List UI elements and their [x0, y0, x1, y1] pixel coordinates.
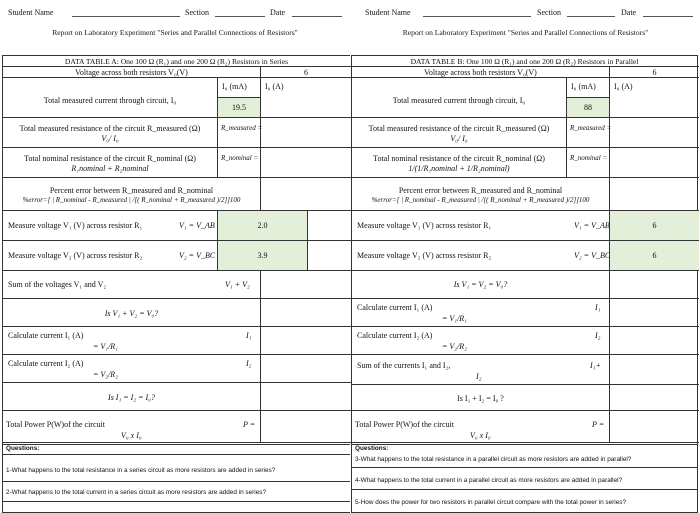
ma-header-cell — [567, 78, 610, 98]
question-1: 1-What happens to the total resistance in a series circuit as more resistors are added in series? — [6, 467, 276, 474]
student-name-label: Student Name — [8, 7, 54, 17]
rnom-sym: R_nominal = — [221, 154, 259, 162]
rnom-formula: R₁nominal + R₂nominal — [71, 164, 149, 173]
report-title: Report on Laboratory Experiment "Series and Parallel Connections of Resistors" — [402, 28, 649, 37]
rmeas-sym-cell — [567, 118, 610, 148]
rmeas-sym: R_measured = — [221, 124, 263, 132]
sumi-label-cell — [352, 355, 610, 385]
v2-value-cell[interactable] — [218, 241, 308, 271]
current-label: Total measured current through circuit, I₀ — [392, 96, 526, 105]
i1-formula: = V₁/R₁ — [442, 314, 467, 323]
i1-sym: I₁ — [595, 303, 601, 312]
a-header-cell[interactable] — [610, 78, 699, 118]
rnom-label-cell — [3, 148, 218, 178]
sum-label: Sum of the voltages V₁ and V₂ — [8, 280, 107, 289]
report-title: Report on Laboratory Experiment "Series and Parallel Connections of Resistors" — [52, 28, 298, 37]
a-header: I₀ (A) — [614, 82, 633, 91]
voltage-value: 6 — [652, 68, 657, 77]
i2-label: Calculate current I₂ (A) — [357, 331, 433, 340]
power-label: Total Power P(W)of the circuit — [6, 420, 105, 429]
i1-answer-cell[interactable] — [261, 327, 351, 355]
perr-answer-cell[interactable] — [261, 178, 351, 211]
rmeas-sym-cell — [218, 118, 261, 148]
v2-label-cell — [352, 241, 610, 271]
parallel-sheet — [351, 0, 700, 512]
v1-label: Measure voltage V₁ (V) across resistor R₁ — [8, 221, 143, 230]
rnom-sym-cell — [218, 148, 261, 178]
i2-label: Calculate current I₂ (A) — [8, 359, 84, 368]
header-row — [351, 2, 700, 22]
i1-label-cell — [352, 299, 610, 327]
divider — [3, 501, 350, 502]
date-field[interactable] — [643, 7, 693, 17]
power-answer-cell[interactable] — [261, 411, 351, 443]
rnom-label-cell — [352, 148, 567, 178]
rmeas-answer-cell[interactable] — [261, 118, 351, 148]
current-label-cell — [3, 78, 218, 118]
voltage-label-cell — [3, 66, 261, 78]
perr-answer-cell[interactable] — [610, 178, 699, 211]
current-ma-value: 19.5 — [232, 103, 246, 112]
power-formula: V₀ x I₀ — [470, 431, 491, 440]
ma-header: I₀ (mA) — [222, 82, 247, 91]
v1-extra-cell[interactable] — [308, 211, 351, 241]
sumi-label: Sum of the currents I₁ and I₂, — [357, 361, 451, 370]
divider — [3, 454, 350, 455]
section-label: Section — [537, 7, 561, 17]
i2-formula: = V₂/R₂ — [93, 370, 118, 379]
i2-answer-cell[interactable] — [261, 355, 351, 383]
student-name-label: Student Name — [365, 7, 411, 17]
questions-heading: Questions: — [355, 445, 389, 452]
i2-label-cell — [3, 355, 261, 383]
a-header: I₀ (A) — [265, 82, 284, 91]
table-b-title: DATA TABLE B: One 100 Ω (R₁) and one 200 Ω (R₂) Resistors in Parallel — [410, 57, 639, 66]
divider — [352, 489, 697, 490]
sum-answer-cell[interactable] — [261, 271, 351, 299]
question-3: 3-What happens to the total resistance in a parallel circuit as more resistors are added in parallel? — [355, 456, 632, 463]
check2-cell — [3, 383, 261, 411]
v2-label: Measure voltage V₂ (V) across resistor R₂ — [8, 251, 143, 260]
divider — [3, 481, 350, 482]
v1-label: Measure voltage V₁ (V) across resistor R₁ — [357, 221, 492, 230]
sumi-sym: I₁+ — [590, 361, 601, 370]
current-ma-value: 88 — [584, 103, 592, 112]
i1-label: Calculate current I₁ (A) — [8, 331, 84, 340]
v2-value-cell[interactable] — [610, 241, 699, 271]
sumi-formula: I₂ — [476, 372, 482, 381]
questions-heading: Questions: — [6, 445, 40, 452]
questions-section — [351, 443, 698, 513]
v1-sym: V₁ = V_AB — [179, 221, 215, 230]
current-label-cell — [352, 78, 567, 118]
check2-label: Is I₁ = I₂ = I₀? — [108, 393, 155, 402]
voltage-label-cell — [352, 66, 610, 78]
rnom-answer-cell[interactable] — [610, 148, 699, 178]
power-label: Total Power P(W)of the circuit — [355, 420, 454, 429]
check2-cell — [352, 385, 610, 411]
v1-value-cell[interactable] — [218, 211, 308, 241]
check1-label: Is V₁ = V₂ = V₀? — [453, 280, 508, 289]
a-header-cell[interactable] — [261, 78, 351, 118]
section-label: Section — [185, 7, 209, 17]
check1-answer-cell[interactable] — [610, 271, 699, 299]
i2-formula: = V₂/R₂ — [442, 342, 467, 351]
voltage-label: Voltage across both resistors V₀(V) — [75, 68, 188, 77]
rnom-label: Total nominal resistance of the circuit R_nominal (Ω) — [24, 154, 196, 163]
perr-label-cell — [3, 178, 261, 211]
power-sym: P = — [592, 420, 605, 429]
perr-label: Percent error between R_measured and R_nominal — [398, 186, 563, 195]
current-label: Total measured current through circuit, I₀ — [43, 96, 177, 105]
series-sheet — [0, 0, 350, 512]
rnom-formula: 1/(1/R₁nominal + 1/R₂nominal) — [408, 164, 510, 173]
i2-answer-cell[interactable] — [610, 327, 699, 355]
i1-answer-cell[interactable] — [610, 299, 699, 327]
v1-label-cell — [352, 211, 610, 241]
voltage-value-cell — [610, 66, 699, 78]
v2-label: Measure voltage V₂ (V) across resistor R₂ — [357, 251, 492, 260]
sumi-answer-cell[interactable] — [610, 355, 699, 385]
power-formula: V₀ x I₀ — [121, 431, 142, 440]
check2-answer-cell[interactable] — [261, 383, 351, 411]
divider — [352, 467, 697, 468]
section-field[interactable] — [567, 7, 615, 17]
v2-label-cell — [3, 241, 218, 271]
date-label: Date — [270, 7, 286, 17]
questions-section — [2, 443, 350, 513]
v2-extra-cell[interactable] — [308, 241, 351, 271]
power-answer-cell[interactable] — [610, 411, 699, 443]
rnom-sym-cell — [567, 148, 610, 178]
rmeas-label-cell — [352, 118, 567, 148]
perr-formula: %error=[ | R_nominal - R_measured | /[( R_nominal + R_measured )/2]]100 — [22, 196, 241, 204]
v1-value-cell[interactable] — [610, 211, 699, 241]
v1-label-cell — [3, 211, 218, 241]
section-field[interactable] — [215, 7, 265, 17]
i2-sym: I₂ — [246, 359, 252, 368]
rmeas-sym: R_measured = — [570, 124, 612, 132]
perr-label: Percent error between R_measured and R_nominal — [49, 186, 214, 195]
question-4: 4-What happens to the total current in a parallel circuit as more resistors are added in parallel? — [355, 477, 623, 484]
i1-sym: I₁ — [246, 331, 252, 340]
data-table-a — [2, 55, 350, 445]
student-name-field[interactable] — [72, 7, 180, 17]
date-field[interactable] — [292, 7, 342, 17]
v2-value: 6 — [652, 251, 657, 260]
question-2: 2-What happens to the total current in a series circuit as more resistors are added in series? — [6, 489, 267, 496]
voltage-value: 6 — [304, 68, 308, 77]
rmeas-answer-cell[interactable] — [610, 118, 699, 148]
power-label-cell — [352, 411, 610, 443]
voltage-value-cell — [261, 66, 351, 78]
rnom-sym: R_nominal = — [570, 154, 608, 162]
check1-cell — [352, 271, 610, 299]
i2-sym: I₂ — [595, 331, 601, 340]
rnom-label: Total nominal resistance of the circuit R_nominal (Ω) — [373, 154, 545, 163]
check1-answer-cell[interactable] — [261, 299, 351, 327]
date-label: Date — [621, 7, 637, 17]
sum-sym: V₁ + V₂ — [225, 280, 250, 289]
check2-label: Is I₁ + I₂ = I₀ ? — [457, 394, 504, 403]
header-row — [0, 2, 350, 22]
perr-formula: %error=[ | R_nominal - R_measured | /[( R_nominal + R_measured )/2]]100 — [371, 196, 590, 204]
check1-label: Is V₁ + V₂ = V₀? — [104, 309, 159, 318]
v2-value: 3.9 — [257, 251, 268, 260]
rmeas-formula: V₀/ I₀ — [450, 134, 468, 143]
student-name-field[interactable] — [423, 7, 531, 17]
question-5: 5-How does the power for two resistors in parallel circuit compare with the total power in series? — [355, 499, 627, 506]
i1-formula: = V₁/R₁ — [93, 342, 118, 351]
perr-label-cell — [352, 178, 610, 211]
current-ma-cell[interactable] — [567, 98, 610, 118]
v1-value: 2.0 — [257, 221, 268, 230]
check2-answer-cell[interactable] — [610, 385, 699, 411]
v1-sym: V₁ = V_AB — [574, 221, 610, 230]
data-table-b — [351, 55, 698, 445]
i2-label-cell — [352, 327, 610, 355]
i1-label: Calculate current I₁ (A) — [357, 303, 433, 312]
table-a-title: DATA TABLE A: One 100 Ω (R₁) and one 200 Ω (R₂) Resistors in Series — [64, 57, 289, 66]
sum-label-cell — [3, 271, 261, 299]
current-ma-cell[interactable] — [218, 98, 261, 118]
v2-sym: V₂ = V_BC — [574, 251, 611, 260]
v2-sym: V₂ = V_BC — [179, 251, 216, 260]
rmeas-label: Total measured resistance of the circuit R_measured (Ω) — [368, 124, 550, 133]
rmeas-label-cell — [3, 118, 218, 148]
power-sym: P = — [243, 420, 256, 429]
v1-value: 6 — [652, 221, 657, 230]
ma-header: I₀ (mA) — [571, 82, 596, 91]
rmeas-formula: V₀/ I₀ — [101, 134, 119, 143]
ma-header-cell — [218, 78, 261, 98]
power-label-cell — [3, 411, 261, 443]
rnom-answer-cell[interactable] — [261, 148, 351, 178]
rmeas-label: Total measured resistance of the circuit R_measured (Ω) — [19, 124, 201, 133]
check1-cell — [3, 299, 261, 327]
i1-label-cell — [3, 327, 261, 355]
voltage-label: Voltage across both resistors V₀(V) — [424, 68, 537, 77]
